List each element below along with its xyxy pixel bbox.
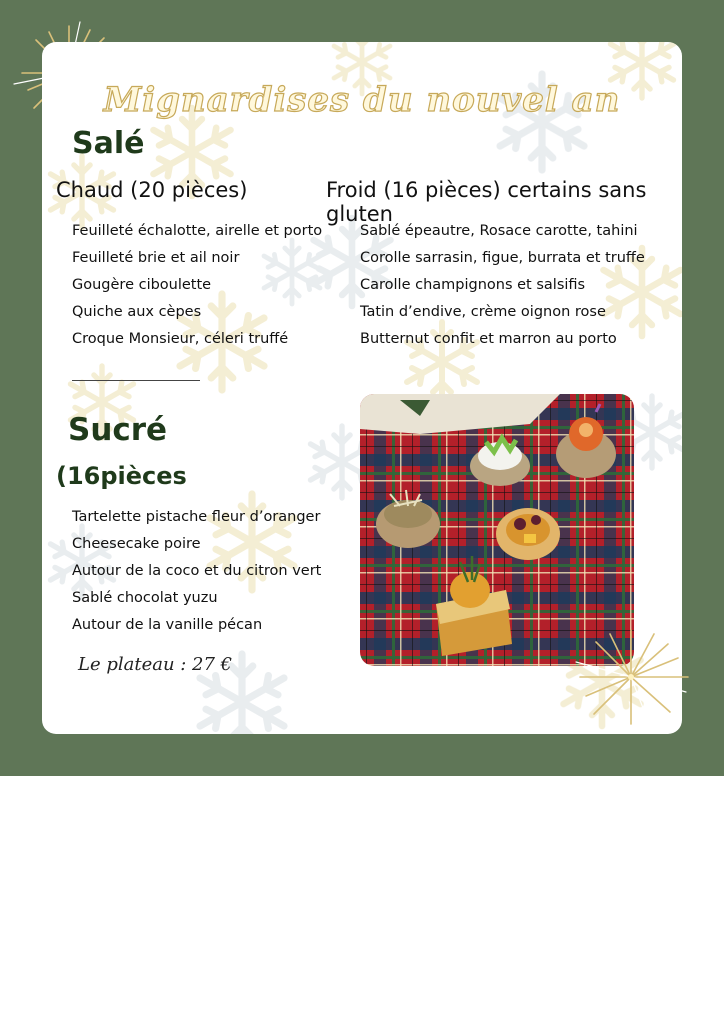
list-item: Croque Monsieur, céleri truffé — [72, 331, 289, 347]
firework-sparkle-icon — [566, 622, 696, 732]
froid-list — [360, 218, 645, 353]
sucre-heading: Sucré — [68, 412, 168, 448]
froid-heading: Froid (16 pièces) certains sans gluten — [326, 178, 647, 226]
list-item: Tatin d’endive, crème oignon rose — [360, 304, 606, 320]
section-divider — [72, 380, 200, 381]
list-item: Autour de la coco et du citron vert — [72, 563, 322, 579]
sucre-list — [72, 504, 321, 639]
list-item: Butternut confit et marron au porto — [360, 331, 617, 347]
list-item: Gougère ciboulette — [72, 277, 212, 293]
list-item: Cheesecake poire — [72, 536, 201, 552]
page-title: Mignardises du nouvel an — [103, 80, 621, 120]
chaud-list — [72, 218, 322, 353]
list-item: Corolle sarrasin, figue, burrata et truffe — [360, 250, 645, 266]
list-item: Autour de la vanille pécan — [72, 617, 263, 633]
list-item: Feuilleté brie et ail noir — [72, 250, 240, 266]
list-item: Sablé épeautre, Rosace carotte, tahini — [360, 223, 638, 239]
price-label: Le plateau : 27 € — [78, 654, 233, 675]
list-item: Tartelette pistache fleur d’oranger — [72, 509, 321, 525]
sucre-subheading: (16pièces — [56, 462, 187, 490]
sale-heading: Salé — [72, 126, 145, 161]
list-item: Carolle champignons et salsifis — [360, 277, 586, 293]
list-item: Sablé chocolat yuzu — [72, 590, 218, 606]
list-item: Quiche aux cèpes — [72, 304, 202, 320]
chaud-heading: Chaud (20 pièces) — [56, 178, 248, 202]
list-item: Feuilleté échalotte, airelle et porto — [72, 223, 323, 239]
